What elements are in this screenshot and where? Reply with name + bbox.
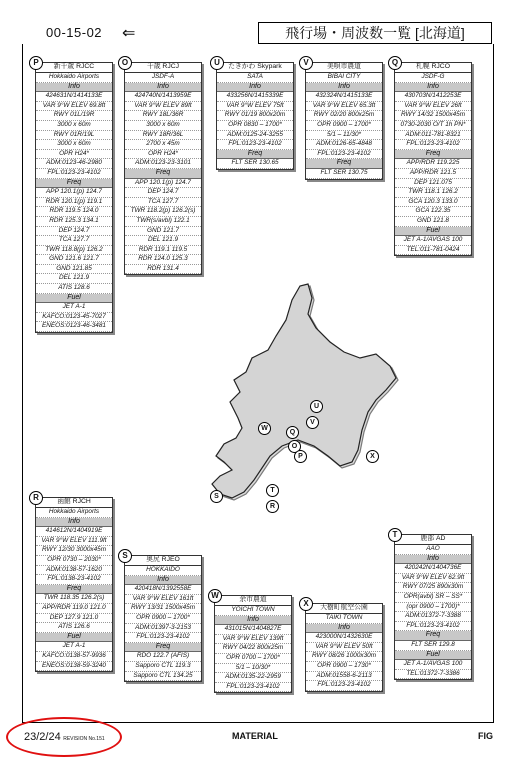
info-row: FPL:0123-23-4102 — [306, 150, 382, 160]
info-row: ADM:0125-24-3255 — [217, 131, 293, 141]
card-operator: YOICHI TOWN — [215, 606, 291, 616]
freq-section-label: Freq — [217, 150, 293, 160]
document-number: 00-15-02 — [46, 25, 103, 40]
freq-row: RDR 120.1(p) 119.1 — [36, 198, 112, 208]
info-row: OPR 0900 – 1700* — [306, 121, 382, 131]
freq-row: DEL 121.9 — [125, 236, 201, 246]
freq-row: APP/RDR 119.225 — [395, 159, 471, 169]
card-marker-letter: R — [29, 491, 43, 505]
card-title: 大樹町航空公園 — [320, 604, 368, 612]
map-marker-w[interactable]: W — [258, 422, 271, 435]
airfield-card — [214, 58, 294, 170]
info-row: 3000 x 60m — [36, 121, 112, 131]
card-marker-letter: U — [210, 56, 224, 70]
card-title: 千歳 RJCJ — [146, 63, 180, 71]
info-section-label: Info — [217, 83, 293, 93]
fuel-row: JET A-1/AVGAS 100 — [395, 236, 471, 246]
card-title: 余市農道 — [239, 596, 267, 604]
info-row: 431015N/1404827E — [215, 625, 291, 635]
info-row: OPR 0830 – 1700* — [217, 121, 293, 131]
fuel-row: JET A-1/AVGAS 100 — [395, 660, 471, 670]
info-row: VAR 9°W ELEV 111.9ft — [36, 537, 112, 547]
freq-row: APP/RDR 121.5 — [395, 169, 471, 179]
card-operator: TAIKI TOWN — [306, 614, 382, 624]
card-marker-letter: S — [118, 549, 132, 563]
airfield-card — [392, 530, 472, 680]
footer-right: FIG — [478, 731, 493, 741]
info-row: 414612N/1404919E — [36, 527, 112, 537]
info-section-label: Info — [395, 83, 471, 93]
info-row: RWY 02/20 800x25m — [306, 111, 382, 121]
info-section-label: Info — [125, 83, 201, 93]
info-section-label: Info — [306, 83, 382, 93]
freq-section-label: Freq — [306, 159, 382, 169]
card-header — [392, 530, 471, 545]
info-row: 420242N/1404736E — [395, 564, 471, 574]
info-row: OPR 0900 – 1700* — [125, 614, 201, 624]
info-row: RWY 14/32 1500x45m — [395, 111, 471, 121]
info-row: ADM:0123-46-2980 — [36, 159, 112, 169]
card-title: たきかわ Skypark — [228, 63, 282, 71]
freq-row: ATIS 128.6 — [36, 284, 112, 294]
info-row: ADM:0135-22-2959 — [215, 673, 291, 683]
footer-center: MATERIAL — [232, 731, 278, 741]
info-row: FPL:0138-23-4102 — [36, 575, 112, 585]
card-title: 鹿部 AD — [420, 535, 446, 543]
freq-row: TWR 118.2(p) 126.2(s) — [125, 207, 201, 217]
freq-row: GND 121.85 — [36, 265, 112, 275]
card-operator: Hokkaido Airports — [36, 73, 112, 83]
freq-row: DEP 124.7 — [125, 188, 201, 198]
fuel-row: JET A-1 — [36, 642, 112, 652]
info-row: RWY 04/22 800x25m — [215, 644, 291, 654]
fuel-row: KAFCO:0123-45-7027 — [36, 313, 112, 323]
freq-row: Sapporo CTL 119.3 — [125, 662, 201, 672]
info-row: ADM:01397-3-2153 — [125, 624, 201, 634]
back-arrow-icon[interactable]: ⇐ — [122, 25, 136, 42]
freq-row: DEP 121.075 — [395, 179, 471, 189]
card-marker-letter: X — [299, 597, 313, 611]
freq-row: Sapporo CTL 134.25 — [125, 672, 201, 682]
info-row: 5/1 – 11/30* — [306, 131, 382, 141]
freq-row: TWR 118.1 126.2 — [395, 188, 471, 198]
card-header — [391, 58, 471, 73]
info-row: RWY 18R/36L — [125, 131, 201, 141]
card-title: 美唄市農道 — [327, 63, 361, 71]
freq-row: RDO 122.7 (AFIS) — [125, 652, 201, 662]
fuel-row: ENEOS:0138-59-3240 — [36, 662, 112, 672]
info-row: 2700 x 45m — [125, 140, 201, 150]
card-title: 奥尻 RJEO — [146, 556, 180, 564]
airfield-card — [303, 599, 383, 692]
map-marker-x[interactable]: X — [366, 450, 379, 463]
airfield-card — [391, 58, 472, 256]
info-row: ADM:011-781-8321 — [395, 131, 471, 141]
highlight-circle — [6, 717, 122, 757]
freq-row: RDR 119.1 119.5 — [125, 246, 201, 256]
info-row: VAR 9°W ELEV 65.3ft — [306, 102, 382, 112]
card-operator: JSDF-A — [125, 73, 201, 83]
info-row: 433256N/1415339E — [217, 92, 293, 102]
card-header — [33, 58, 112, 73]
freq-row: APP/RDR 119.0 121.0 — [36, 604, 112, 614]
info-row: ADM:0126-65-4848 — [306, 140, 382, 150]
info-row: OPR(avbl) SR – SS* — [395, 593, 471, 603]
card-title: 札幌 RJCO — [416, 63, 450, 71]
info-row: VAR 9°W ELEV 75ft — [217, 102, 293, 112]
info-row: VAR 9°W ELEV 89ft — [125, 102, 201, 112]
map-marker-v[interactable]: V — [306, 416, 319, 429]
info-row: VAR 9°W ELEV 62.9ft — [395, 574, 471, 584]
card-header — [121, 58, 201, 73]
info-row: OPR 0730 – 2030* — [36, 556, 112, 566]
freq-section-label: Freq — [125, 169, 201, 179]
info-row: OPR H24* — [36, 150, 112, 160]
freq-row: TCA 127.7 — [36, 236, 112, 246]
fuel-row: JET A-1 — [36, 303, 112, 313]
header-bar — [22, 22, 492, 44]
info-row: RWY 01L/19R — [36, 111, 112, 121]
info-row: OPR 0700 – 1700* — [215, 654, 291, 664]
card-operator: BIBAI CITY — [306, 73, 382, 83]
freq-row: APP 120.1(p) 124.7 — [125, 179, 201, 189]
info-row: OPR 0900 – 1730* — [306, 662, 382, 672]
card-header — [33, 493, 112, 508]
map-marker-o[interactable]: O — [288, 440, 301, 453]
card-header — [214, 58, 293, 73]
fuel-row: ENEOS:0123-46-3481 — [36, 322, 112, 332]
card-marker-letter: T — [388, 528, 402, 542]
card-marker-letter: W — [208, 589, 222, 603]
map-marker-q[interactable]: Q — [286, 426, 299, 439]
freq-row: FLT SER 129.8 — [395, 641, 471, 651]
freq-row: ATIS 126.6 — [36, 623, 112, 633]
card-marker-letter: V — [299, 56, 313, 70]
freq-row: RDR 119.5 124.0 — [36, 207, 112, 217]
freq-row: TWR 118.35 126.2(s) — [36, 594, 112, 604]
info-row: 424631N/1414133E — [36, 92, 112, 102]
info-row: VAR 9°W ELEV 69.8ft — [36, 102, 112, 112]
map-marker-r[interactable]: R — [266, 500, 279, 513]
info-row: 424740N/1413959E — [125, 92, 201, 102]
info-row: RWY 18L/36R — [125, 111, 201, 121]
fuel-section-label: Fuel — [36, 294, 112, 304]
info-row: 0730-2030 O/T 1h PN* — [395, 121, 471, 131]
freq-row: GND 121.8 — [395, 217, 471, 227]
info-row: 3000 x 60m — [36, 140, 112, 150]
info-row: FPL:0123-23-4102 — [125, 633, 201, 643]
info-section-label: Info — [36, 518, 112, 528]
info-row: FPL:0123-23-4102 — [215, 683, 291, 693]
map-marker-t[interactable]: T — [266, 484, 279, 497]
info-row: 432324N/1415133E — [306, 92, 382, 102]
info-row: RWY 01R/19L — [36, 131, 112, 141]
card-operator: Hokkaido Airports — [36, 508, 112, 518]
fuel-section-label: Fuel — [395, 651, 471, 661]
map-marker-p[interactable]: P — [294, 450, 307, 463]
info-row: RWY 08/26 1000x30m — [306, 652, 382, 662]
info-row: 3000 x 60m — [125, 121, 201, 131]
airfield-card — [33, 58, 113, 333]
freq-row: RDR 125.3 134.1 — [36, 217, 112, 227]
freq-row: FLT SER 130.65 — [217, 159, 293, 169]
info-row: VAR 9°W ELEV 161ft — [125, 595, 201, 605]
freq-row: TCA 127.7 — [125, 198, 201, 208]
freq-section-label: Freq — [125, 643, 201, 653]
info-section-label: Info — [125, 576, 201, 586]
info-section-label: Info — [395, 555, 471, 565]
info-row: RWY 07/25 890x30m — [395, 583, 471, 593]
freq-row: TWR 118.8(p) 126.2 — [36, 246, 112, 256]
info-row: FPL:0123-23-4102 — [306, 681, 382, 691]
freq-row: DEP 127.9 121.0 — [36, 614, 112, 624]
card-title: 新千歳 RJCC — [53, 63, 95, 71]
card-header — [303, 599, 382, 614]
card-marker-letter: P — [29, 56, 43, 70]
freq-row: GND 121.6 121.7 — [36, 255, 112, 265]
info-row: (opr 0900 – 1700)* — [395, 603, 471, 613]
hokkaido-map — [180, 280, 400, 530]
info-row: ADM:0138-57-1620 — [36, 566, 112, 576]
freq-section-label: Freq — [395, 150, 471, 160]
info-row: OPR H24* — [125, 150, 201, 160]
info-row: RWY 01/19 800x20m — [217, 111, 293, 121]
airfield-card — [122, 551, 202, 682]
freq-row: RDR 131.4 — [125, 265, 201, 275]
card-marker-letter: O — [118, 56, 132, 70]
freq-row: FLT SER 130.75 — [306, 169, 382, 179]
freq-row: RDR 124.0 125.3 — [125, 255, 201, 265]
freq-row: GCA 120.3 133.0 — [395, 198, 471, 208]
info-row: FPL:0123-23-4102 — [395, 622, 471, 632]
fuel-section-label: Fuel — [395, 227, 471, 237]
info-row: 420418N/1392558E — [125, 585, 201, 595]
freq-row: TWR(s/avbl) 122.1 — [125, 217, 201, 227]
freq-section-label: Freq — [395, 631, 471, 641]
footer-date: 23/2/24 REVISION No.151 — [24, 731, 105, 743]
info-row: VAR 9°W ELEV 139ft — [215, 635, 291, 645]
info-row: ADM:01558-6-2113 — [306, 672, 382, 682]
freq-section-label: Freq — [36, 179, 112, 189]
info-row: RWY 13/31 1500x45m — [125, 604, 201, 614]
freq-row: DEP 124.7 — [36, 227, 112, 237]
airfield-card — [211, 591, 292, 693]
info-row: 430703N/1412253E — [395, 92, 471, 102]
info-row: VAR 9°W ELEV 50ft — [306, 643, 382, 653]
info-section-label: Info — [36, 83, 112, 93]
card-operator: SATA — [217, 73, 293, 83]
card-header — [122, 551, 201, 566]
freq-row: DEL 121.9 — [36, 274, 112, 284]
airfield-card — [33, 493, 113, 672]
fuel-row: TEL:011-781-0424 — [395, 246, 471, 256]
freq-section-label: Freq — [36, 585, 112, 595]
card-header — [303, 58, 382, 73]
map-marker-s[interactable]: S — [210, 490, 223, 503]
card-marker-letter: Q — [388, 56, 402, 70]
info-row: FPL:0123-23-4102 — [217, 140, 293, 150]
airfield-card — [303, 58, 383, 180]
info-row: FPL:0123-23-4102 — [36, 169, 112, 179]
info-row: ADM:01372-7-3388 — [395, 612, 471, 622]
card-title: 函館 RJCH — [57, 498, 91, 506]
card-operator: JSDF-G — [395, 73, 471, 83]
freq-row: GCA 122.35 — [395, 207, 471, 217]
freq-row: GND 121.7 — [125, 227, 201, 237]
info-row: VAR 9°W ELEV 26ft — [395, 102, 471, 112]
card-header — [211, 591, 291, 606]
fuel-row: KAFCO:0138-57-9936 — [36, 652, 112, 662]
freq-row: APP 120.1(p) 124.7 — [36, 188, 112, 198]
info-section-label: Info — [215, 616, 291, 626]
page-title: 飛行場・周波数一覧 [北海道] — [258, 22, 492, 44]
info-row: 5/1 – 10/30* — [215, 664, 291, 674]
info-row: 423000N/1432630E — [306, 633, 382, 643]
airfield-card — [121, 58, 202, 275]
fuel-section-label: Fuel — [36, 633, 112, 643]
info-row: ADM:0123-23-3101 — [125, 159, 201, 169]
info-section-label: Info — [306, 624, 382, 634]
info-row: FPL:0123-23-4102 — [395, 140, 471, 150]
info-row: RWY 12/30 3000x45m — [36, 546, 112, 556]
card-operator: HOKKAIDO — [125, 566, 201, 576]
map-marker-u[interactable]: U — [310, 400, 323, 413]
card-operator: AAO — [395, 545, 471, 555]
fuel-row: TEL:01372-7-3386 — [395, 670, 471, 680]
